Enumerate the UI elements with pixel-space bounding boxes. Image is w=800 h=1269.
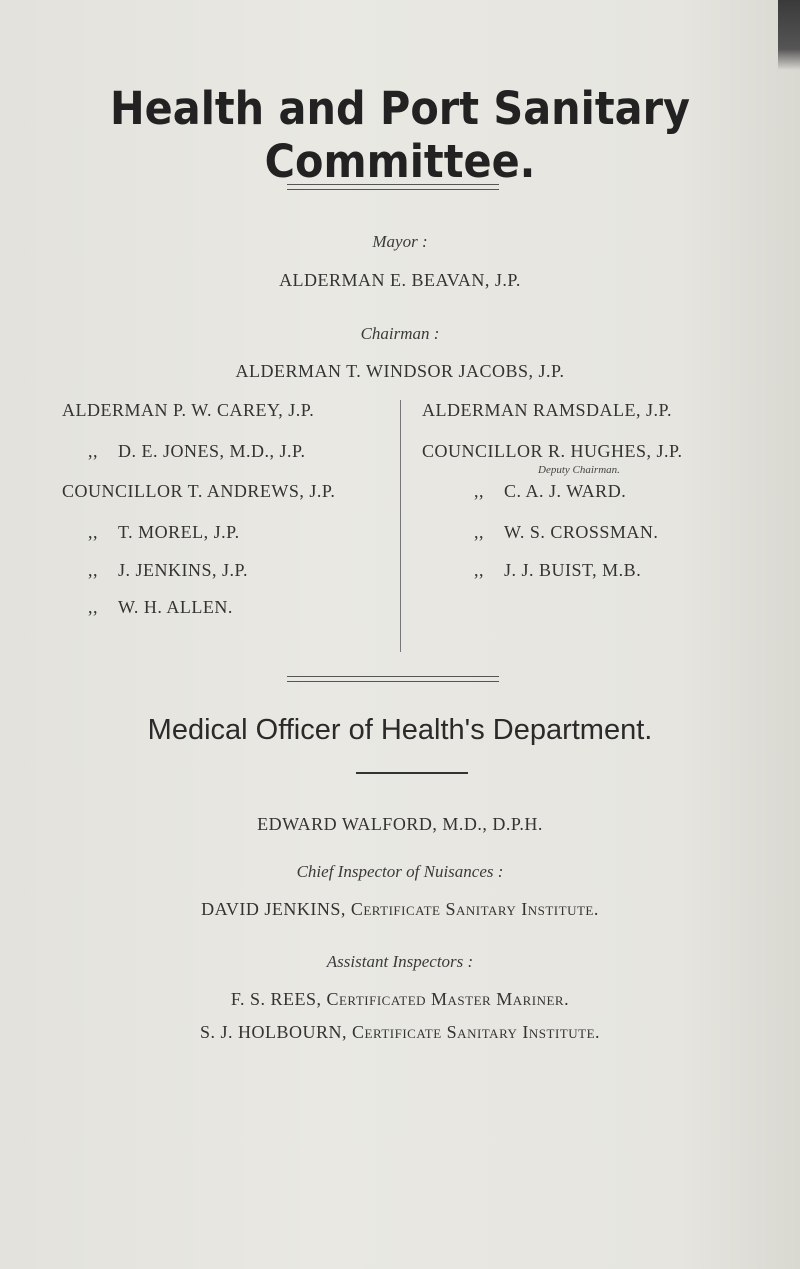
ditto-mark: ,,: [88, 560, 98, 580]
member-right-3: [474, 481, 626, 502]
mayor-label: Mayor :: [372, 232, 428, 251]
member-name: W. H. ALLEN.: [118, 597, 233, 617]
chief-inspector-name: DAVID JENKINS,: [201, 899, 346, 919]
single-rule: [356, 772, 468, 774]
department-heading: Medical Officer of Health's Department.: [147, 714, 653, 746]
ditto-mark: ,,: [88, 441, 98, 461]
assistant-inspectors-label: Assistant Inspectors :: [326, 952, 474, 971]
assistant-inspector-1: [0, 989, 800, 1010]
member-name: J. J. BUIST, M.B.: [504, 560, 642, 580]
member-left-1: [62, 400, 314, 421]
member-name: ALDERMAN P. W. CAREY, J.P.: [62, 400, 315, 420]
member-left-4: [88, 522, 240, 543]
ditto-mark: ,,: [88, 597, 98, 617]
assistant-inspector-name: F. S. REES,: [230, 989, 322, 1009]
medical-officer-name: EDWARD WALFORD, M.D., D.P.H.: [257, 814, 543, 834]
member-right-2: [422, 441, 683, 462]
assistant-inspector-2: [0, 1022, 800, 1043]
page-title: Health and Port Sanitary Committee.: [110, 82, 690, 188]
member-left-5: [88, 560, 248, 581]
member-name: T. MOREL, J.P.: [118, 522, 240, 542]
member-name: W. S. CROSSMAN.: [504, 522, 659, 542]
ditto-mark: ,,: [474, 522, 484, 542]
page-edge-mark: [778, 0, 800, 70]
assistant-inspector-qualification: Certificated Master Mariner.: [326, 989, 570, 1009]
deputy-chairman-note: Deputy Chairman.: [538, 464, 620, 476]
chairman-label: Chairman :: [360, 324, 440, 343]
mayor-name: ALDERMAN E. BEAVAN, J.P.: [279, 270, 521, 290]
member-left-3: [62, 481, 335, 502]
member-right-1: [422, 400, 672, 421]
chief-inspector-qualification: Certificate Sanitary Institute.: [350, 899, 599, 919]
assistant-inspector-qualification: Certificate Sanitary Institute.: [352, 1022, 601, 1042]
member-left-2: [88, 441, 306, 462]
double-rule-top: [287, 184, 499, 190]
chief-inspector-label: Chief Inspector of Nuisances :: [296, 862, 504, 881]
member-name: ALDERMAN RAMSDALE, J.P.: [422, 400, 673, 420]
chief-inspector-line: [0, 899, 800, 920]
member-right-4: [474, 522, 658, 543]
member-name: J. JENKINS, J.P.: [118, 560, 249, 580]
member-name: C. A. J. WARD.: [504, 481, 627, 501]
member-name: D. E. JONES, M.D., J.P.: [118, 441, 306, 461]
ditto-mark: ,,: [88, 522, 98, 542]
assistant-inspector-name: S. J. HOLBOURN,: [199, 1022, 347, 1042]
chairman-name: ALDERMAN T. WINDSOR JACOBS, J.P.: [235, 361, 565, 381]
member-left-6: [88, 597, 233, 618]
member-name: COUNCILLOR T. ANDREWS, J.P.: [62, 481, 336, 501]
column-divider: [400, 400, 401, 652]
double-rule-middle: [287, 676, 499, 682]
ditto-mark: ,,: [474, 560, 484, 580]
member-name: COUNCILLOR R. HUGHES, J.P.: [422, 441, 683, 461]
ditto-mark: ,,: [474, 481, 484, 501]
member-right-5: [474, 560, 641, 581]
